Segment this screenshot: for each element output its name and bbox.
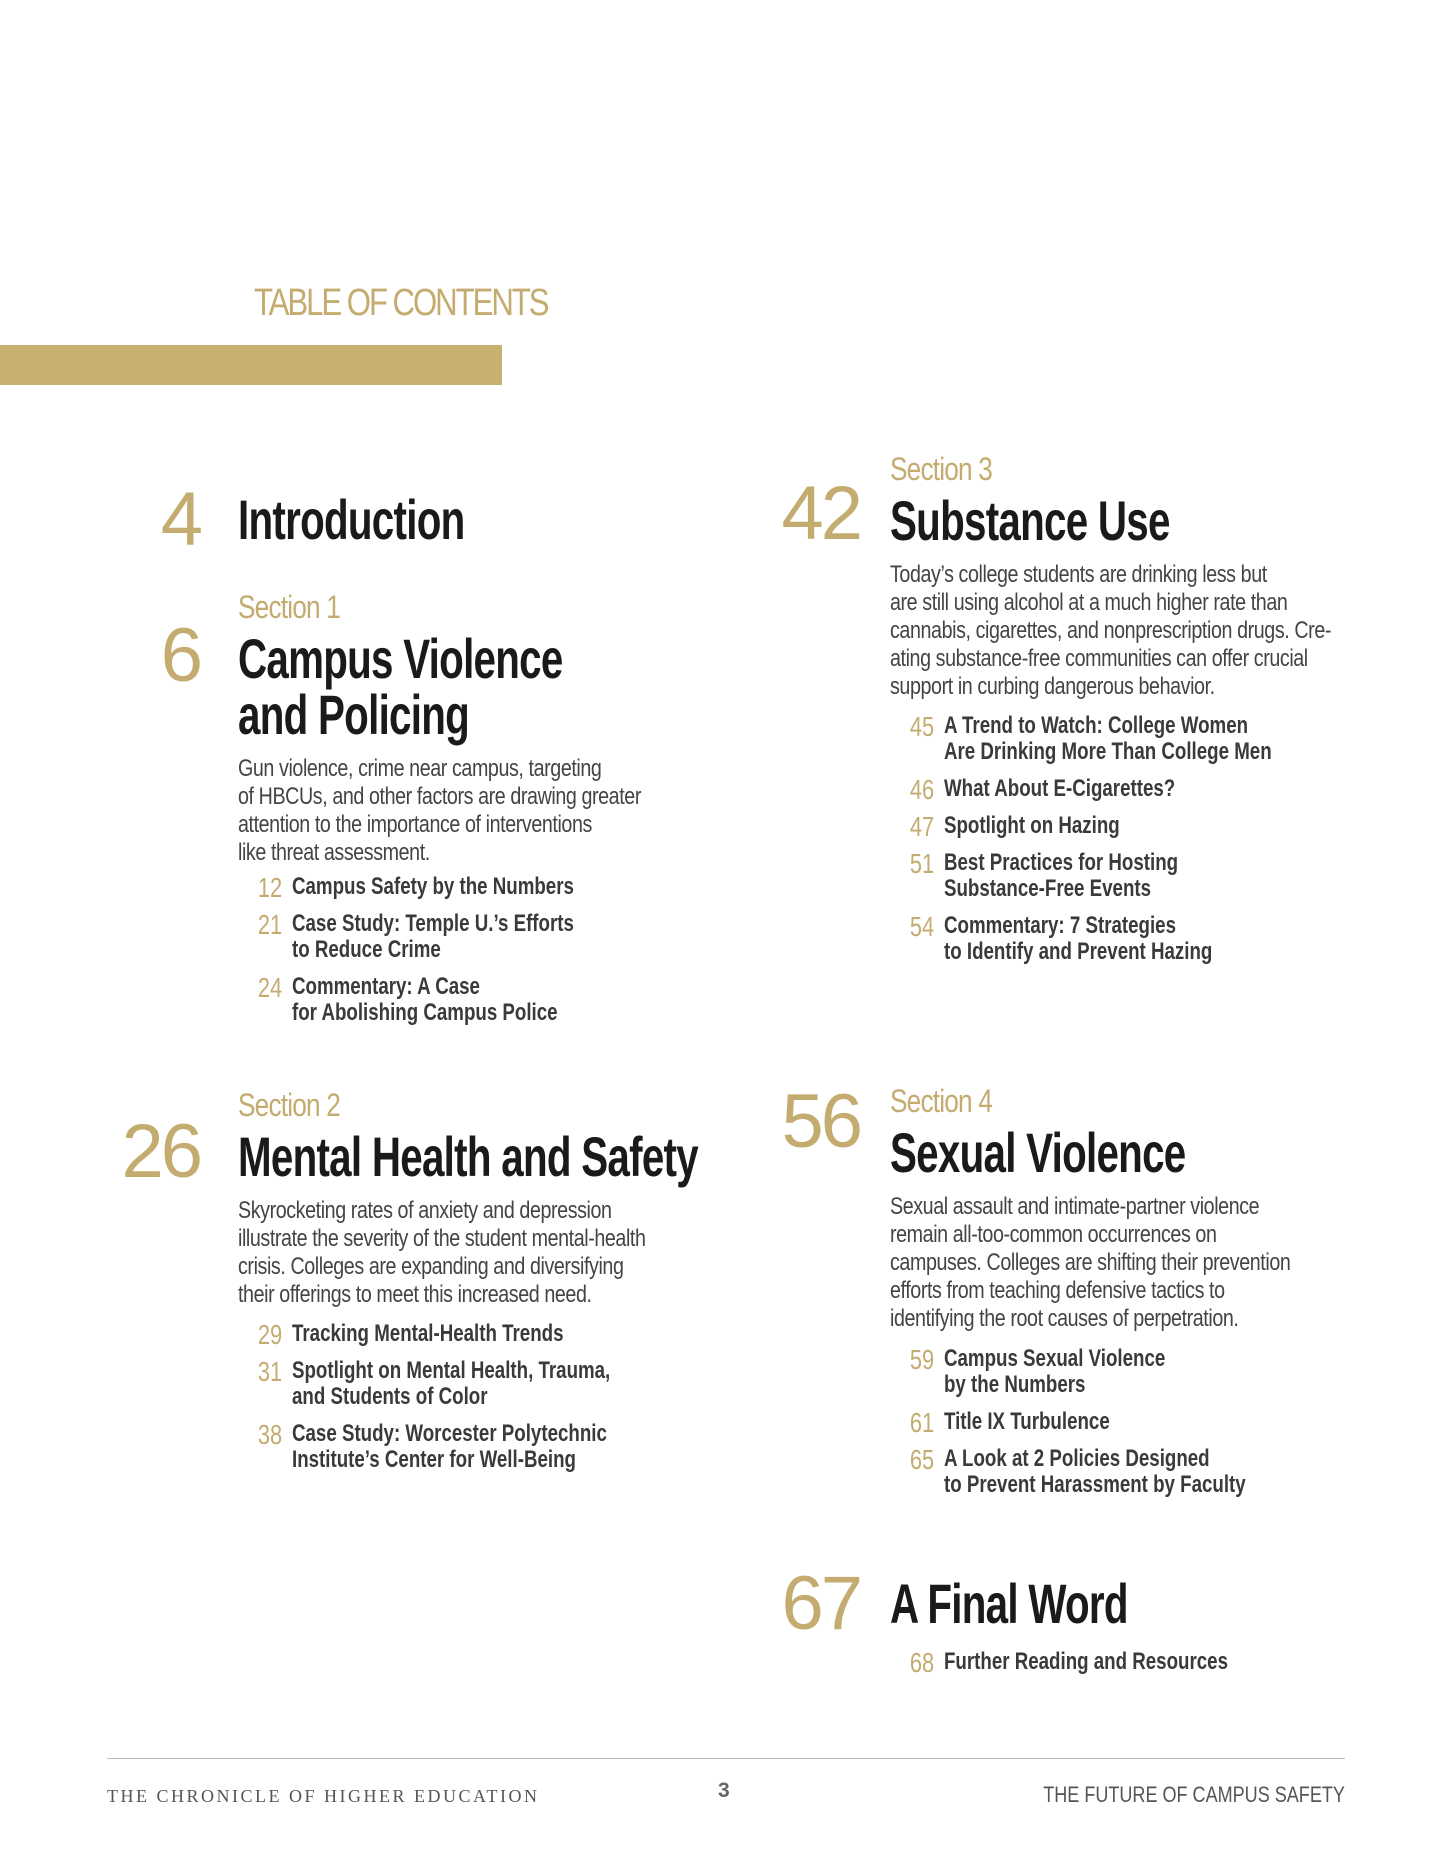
article-title: Campus Safety by the Numbers (292, 873, 574, 900)
article-item[interactable] (909, 848, 1364, 902)
s1-title[interactable] (238, 627, 584, 747)
footer-page-number: 3 (718, 1779, 730, 1802)
article-title: and Students of Color (292, 1383, 488, 1410)
article-title: Title IX Turbulence (944, 1408, 1110, 1435)
article-item[interactable] (909, 1647, 1308, 1678)
s3-desc-line: Today’s college students are drinking less but (890, 561, 1267, 589)
article-item[interactable] (909, 1444, 1331, 1498)
article-title: Institute’s Center for Well-Being (292, 1446, 576, 1473)
final-page-number[interactable]: 67 (781, 1561, 860, 1646)
article-item[interactable] (257, 1419, 700, 1473)
s4-title[interactable] (890, 1121, 1250, 1185)
s3-desc-line: ating substance-free communities can offer crucial (890, 645, 1308, 673)
s1-article-list (257, 872, 653, 1037)
article-item[interactable] (909, 774, 1364, 805)
s1-title-line[interactable]: Campus Violence (238, 627, 563, 691)
article-item[interactable] (257, 909, 653, 963)
s2-article-list (257, 1319, 700, 1484)
article-item[interactable] (909, 1344, 1331, 1398)
final-title[interactable]: A Final Word (890, 1572, 1128, 1635)
article-page: 24 (257, 972, 282, 1003)
article-title: Spotlight on Mental Health, Trauma, (292, 1357, 611, 1384)
article-page: 31 (257, 1356, 282, 1387)
s3-description (890, 561, 1332, 701)
article-page: 59 (909, 1344, 934, 1375)
s1-desc-line: like threat assessment. (238, 839, 430, 867)
article-page: 38 (257, 1419, 282, 1450)
s2-title-line[interactable]: Mental Health and Safety (238, 1125, 698, 1189)
article-title: Further Reading and Resources (944, 1648, 1228, 1675)
s4-page-number[interactable]: 56 (781, 1079, 860, 1164)
s2-description (238, 1197, 664, 1309)
final-entry[interactable] (890, 1572, 1220, 1635)
footer-report-title: THE FUTURE OF CAMPUS SAFETY (1043, 1782, 1345, 1807)
s4-label: Section 4 (890, 1083, 993, 1119)
article-title: to Identify and Prevent Hazing (944, 938, 1213, 965)
final-article-list (909, 1647, 1308, 1686)
article-item[interactable] (909, 911, 1364, 965)
s2-entry (238, 1088, 758, 1309)
intro-entry[interactable] (238, 488, 553, 551)
article-title: Commentary: 7 Strategies (944, 912, 1177, 939)
s4-article-list (909, 1344, 1331, 1509)
article-item[interactable] (257, 872, 653, 903)
article-item[interactable] (909, 711, 1364, 765)
s3-entry (890, 452, 1390, 701)
s4-desc-line: remain all-too-common occurrences on (890, 1221, 1217, 1249)
s2-page-number[interactable]: 26 (121, 1109, 200, 1194)
s4-entry (890, 1084, 1390, 1333)
article-title: Campus Sexual Violence (944, 1345, 1166, 1372)
article-page: 12 (257, 872, 282, 903)
s3-title-line[interactable]: Substance Use (890, 489, 1170, 553)
s1-desc-line: attention to the importance of interventions (238, 811, 592, 839)
article-title: Spotlight on Hazing (944, 812, 1120, 839)
s4-desc-line: Sexual assault and intimate-partner violence (890, 1193, 1260, 1221)
s2-desc-line: crisis. Colleges are expanding and diversifying (238, 1253, 624, 1281)
s3-desc-line: cannabis, cigarettes, and nonprescription drugs. Cre- (890, 617, 1332, 645)
intro-title[interactable]: Introduction (238, 488, 465, 551)
article-page: 46 (909, 774, 934, 805)
article-item[interactable] (257, 1356, 700, 1410)
article-page: 45 (909, 711, 934, 742)
article-page: 29 (257, 1319, 282, 1350)
article-item[interactable] (257, 1319, 700, 1350)
article-title: Best Practices for Hosting (944, 849, 1179, 876)
article-title: Commentary: A Case (292, 973, 480, 1000)
footer-divider (107, 1758, 1345, 1759)
s4-desc-line: efforts from teaching defensive tactics to (890, 1277, 1225, 1305)
article-title: Case Study: Temple U.’s Efforts (292, 910, 574, 937)
intro-page-number[interactable]: 4 (160, 477, 200, 562)
article-page: 51 (909, 848, 934, 879)
article-title: What About E-Cigarettes? (944, 775, 1176, 802)
article-page: 61 (909, 1407, 934, 1438)
s3-desc-line: support in curbing dangerous behavior. (890, 673, 1215, 701)
toc-accent-bar (0, 345, 502, 385)
s2-desc-line: their offerings to meet this increased need. (238, 1281, 592, 1309)
s1-desc-line: Gun violence, crime near campus, targeting (238, 755, 602, 783)
s4-desc-line: identifying the root causes of perpetration. (890, 1305, 1239, 1333)
s2-label: Section 2 (238, 1087, 341, 1123)
s2-title[interactable] (238, 1125, 698, 1189)
article-page: 65 (909, 1444, 934, 1475)
s2-desc-line: illustrate the severity of the student mental-health (238, 1225, 646, 1253)
article-page: 68 (909, 1647, 934, 1678)
article-item[interactable] (909, 811, 1364, 842)
s3-title[interactable] (890, 489, 1250, 553)
article-title: to Prevent Harassment by Faculty (944, 1471, 1246, 1498)
s1-page-number[interactable]: 6 (160, 613, 200, 698)
s3-page-number[interactable]: 42 (781, 471, 860, 556)
s2-desc-line: Skyrocketing rates of anxiety and depression (238, 1197, 612, 1225)
article-title: Substance-Free Events (944, 875, 1152, 902)
article-title: for Abolishing Campus Police (292, 999, 558, 1026)
s1-label: Section 1 (238, 589, 341, 625)
footer-publication: THE CHRONICLE OF HIGHER EDUCATION (107, 1786, 540, 1806)
article-title: Are Drinking More Than College Men (944, 738, 1272, 765)
s3-label: Section 3 (890, 451, 993, 487)
s1-desc-line: of HBCUs, and other factors are drawing greater (238, 783, 641, 811)
article-title: A Trend to Watch: College Women (944, 712, 1249, 739)
article-item[interactable] (909, 1407, 1331, 1438)
article-page: 54 (909, 911, 934, 942)
article-title: Case Study: Worcester Polytechnic (292, 1420, 607, 1447)
article-page: 21 (257, 909, 282, 940)
s4-title-line[interactable]: Sexual Violence (890, 1121, 1186, 1185)
s3-desc-line: are still using alcohol at a much higher rate than (890, 589, 1288, 617)
article-title: to Reduce Crime (292, 936, 441, 963)
s1-entry (238, 590, 718, 867)
article-title: Tracking Mental-Health Trends (292, 1320, 564, 1347)
article-page: 47 (909, 811, 934, 842)
s4-description (890, 1193, 1300, 1333)
article-item[interactable] (257, 972, 653, 1026)
article-title: A Look at 2 Policies Designed (944, 1445, 1210, 1472)
s1-title-line[interactable]: and Policing (238, 683, 470, 747)
s1-description (238, 755, 641, 867)
article-title: by the Numbers (944, 1371, 1086, 1398)
s4-desc-line: campuses. Colleges are shifting their prevention (890, 1249, 1291, 1277)
toc-heading: TABLE OF CONTENTS (254, 282, 548, 324)
s3-article-list (909, 711, 1364, 976)
